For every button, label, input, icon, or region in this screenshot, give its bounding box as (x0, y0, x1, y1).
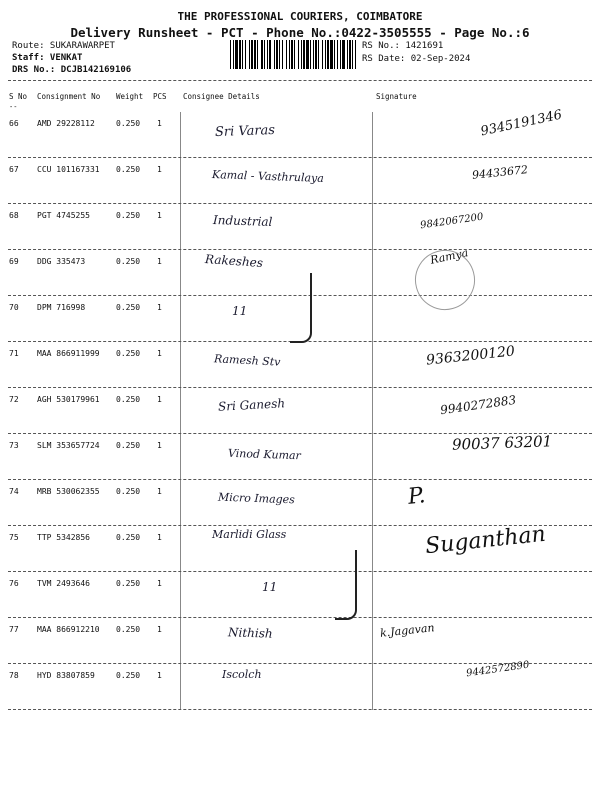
table-row (0, 204, 600, 250)
cell-consignment: DPM 716998 (37, 303, 86, 312)
col-pcs: PCS (153, 92, 167, 101)
col-divider-left (180, 112, 181, 158)
signature-handwritten: P. (406, 483, 427, 510)
cell-consignment: AGH 530179961 (37, 395, 100, 404)
barcode (230, 40, 356, 69)
col-divider-right (372, 664, 373, 710)
signature-handwritten: 9345191346 (479, 107, 564, 140)
cell-pcs: 1 (157, 625, 162, 634)
col-consignment: Consignment No (37, 92, 101, 101)
cell-pcs: 1 (157, 349, 162, 358)
cell-pcs: 1 (157, 533, 162, 542)
cell-consignment: DDG 335473 (37, 257, 86, 266)
cell-pcs: 1 (157, 487, 162, 496)
signature-handwritten: Suganthan (424, 521, 547, 560)
cell-sno: 73 (9, 441, 19, 450)
cell-pcs: 1 (157, 119, 162, 128)
table-row (0, 158, 600, 204)
consignee-handwritten: Marlidi Glass (212, 528, 287, 541)
consignee-handwritten: Vinod Kumar (227, 446, 302, 463)
col-consignee: Consignee Details (183, 92, 260, 101)
cell-pcs: 1 (157, 441, 162, 450)
col-divider-right (372, 572, 373, 618)
cell-consignment: PGT 4745255 (37, 211, 90, 220)
cell-sno: 74 (9, 487, 19, 496)
signature-handwritten: k.Jagavan (379, 621, 436, 640)
cell-sno: 77 (9, 625, 19, 634)
cell-sno: 72 (9, 395, 19, 404)
col-divider-right (372, 526, 373, 572)
consignee-handwritten: Rakeshes (204, 251, 264, 271)
row-divider (8, 709, 592, 710)
signature-handwritten: 9363200120 (425, 343, 516, 369)
cell-weight: 0.250 (116, 119, 141, 128)
consignee-handwritten: Industrial (212, 212, 273, 230)
cell-pcs: 1 (157, 165, 162, 174)
col-divider-left (180, 618, 181, 664)
consignee-handwritten: Ramesh Stv (213, 352, 281, 369)
consignee-handwritten: Iscolch (222, 668, 262, 681)
col-divider-left (180, 204, 181, 250)
cell-consignment: TTP 5342856 (37, 533, 90, 542)
cell-pcs: 1 (157, 671, 162, 680)
cell-consignment: HYD 83807859 (37, 671, 95, 680)
table-row (0, 618, 600, 664)
cell-consignment: MAA 866911999 (37, 349, 100, 358)
cell-weight: 0.250 (116, 579, 141, 588)
signature-handwritten: 90037 63201 (451, 432, 553, 454)
col-sno: S No (9, 92, 28, 101)
cell-sno: 78 (9, 671, 19, 680)
cell-pcs: 1 (157, 303, 162, 312)
cell-sno: 75 (9, 533, 19, 542)
table-row (0, 521, 600, 572)
cell-weight: 0.250 (116, 487, 141, 496)
table-row (0, 659, 600, 710)
consignee-handwritten: Kamal - Vasthrulaya (211, 168, 325, 185)
route-label: Route: SUKARAWARPET (12, 41, 115, 51)
col-divider-left (180, 480, 181, 526)
table-row (0, 572, 600, 618)
cell-weight: 0.250 (116, 349, 141, 358)
col-divider-left (180, 296, 181, 342)
col-divider-right (372, 158, 373, 204)
company-name: THE PROFESSIONAL COURIERS, COIMBATORE (177, 10, 423, 23)
cell-sno: 76 (9, 579, 19, 588)
col-divider-right (372, 388, 373, 434)
consignee-handwritten: Nithish (227, 625, 273, 641)
consignee-handwritten: 11 (262, 580, 278, 594)
cell-pcs: 1 (157, 579, 162, 588)
cell-weight: 0.250 (116, 395, 141, 404)
cell-weight: 0.250 (116, 165, 141, 174)
col-divider-left (180, 434, 181, 480)
col-divider-right (372, 296, 373, 342)
cell-consignment: MAA 866912210 (37, 625, 100, 634)
ditto-bracket (335, 550, 357, 620)
table-row (0, 434, 600, 480)
rs-number: RS No.: 1421691 (362, 41, 444, 51)
table-row (0, 107, 600, 158)
col-divider-right (372, 204, 373, 250)
cell-consignment: TVM 2493646 (37, 579, 90, 588)
cell-weight: 0.250 (116, 211, 141, 220)
col-divider-right (372, 434, 373, 480)
cell-weight: 0.250 (116, 625, 141, 634)
col-divider-left (180, 342, 181, 388)
staff-label: Staff: VENKAT (12, 53, 83, 63)
header-divider (8, 80, 592, 81)
drs-number: DRS No.: DCJB142169106 (12, 65, 132, 75)
col-divider-left (180, 664, 181, 710)
col-signature: Signature (376, 92, 417, 101)
col-divider-left (180, 158, 181, 204)
col-divider-right (372, 618, 373, 664)
col-divider-left (180, 526, 181, 572)
cell-weight: 0.250 (116, 671, 141, 680)
ditto-bracket (290, 273, 312, 343)
cell-consignment: SLM 353657724 (37, 441, 100, 450)
cell-weight: 0.250 (116, 257, 141, 266)
consignee-handwritten: Sri Ganesh (217, 396, 286, 414)
consignee-handwritten: 11 (232, 304, 248, 318)
cell-sno: 70 (9, 303, 19, 312)
cell-sno: 67 (9, 165, 19, 174)
signature-handwritten: 9940272883 (439, 392, 517, 418)
col-divider-right (372, 342, 373, 388)
col-weight: Weight (116, 92, 144, 101)
cell-sno: 68 (9, 211, 19, 220)
consignee-handwritten: Micro Images (217, 490, 296, 507)
col-divider-left (180, 250, 181, 296)
cell-pcs: 1 (157, 211, 162, 220)
table-row (0, 388, 600, 434)
cell-weight: 0.250 (116, 303, 141, 312)
cell-sno: 66 (9, 119, 19, 128)
signature-handwritten: 9442572890 (465, 659, 531, 680)
cell-consignment: CCU 101167331 (37, 165, 100, 174)
table-row (0, 342, 600, 388)
col-divider-left (180, 572, 181, 618)
col-divider-right (372, 480, 373, 526)
cell-weight: 0.250 (116, 441, 141, 450)
signature-handwritten: Ramya (429, 246, 470, 267)
col-sno-dash: -- (9, 103, 18, 111)
cell-sno: 71 (9, 349, 19, 358)
consignee-handwritten: Sri Varas (214, 122, 276, 141)
signature-handwritten: 9842067200 (419, 211, 485, 232)
cell-consignment: AMD 29228112 (37, 119, 95, 128)
table-row (0, 480, 600, 526)
signature-handwritten: 94433672 (471, 163, 529, 182)
cell-sno: 69 (9, 257, 19, 266)
col-divider-right (372, 250, 373, 296)
cell-pcs: 1 (157, 395, 162, 404)
cell-weight: 0.250 (116, 533, 141, 542)
rs-date: RS Date: 02-Sep-2024 (362, 54, 471, 64)
cell-consignment: MRB 530062355 (37, 487, 100, 496)
col-divider-right (372, 112, 373, 158)
col-divider-left (180, 388, 181, 434)
cell-pcs: 1 (157, 257, 162, 266)
runsheet-title: Delivery Runsheet - PCT - Phone No.:0422-3505555 - Page No.:6 (70, 25, 530, 40)
